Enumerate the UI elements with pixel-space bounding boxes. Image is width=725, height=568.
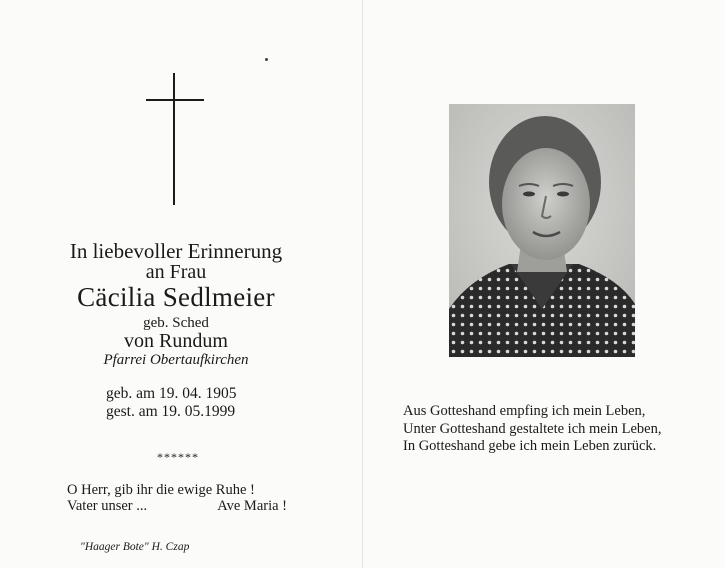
salutation: an Frau [145, 261, 207, 283]
verse-line-2: Unter Gotteshand gestaltete ich mein Leben, [403, 420, 662, 437]
right-panel [363, 0, 725, 568]
parish: Pfarrei Obertaufkirchen [103, 352, 249, 368]
left-panel [0, 0, 362, 568]
imprint-name: H. Czap [151, 541, 190, 553]
verse-line-1: Aus Gotteshand empfing ich mein Leben, [403, 403, 646, 419]
verse-line-3: In Gotteshand gebe ich mein Leben zurück. [403, 438, 657, 454]
printer-imprint [80, 541, 189, 553]
death-date: gest. am 19. 05.1999 [106, 403, 236, 420]
deceased-name: Cäcilia Sedlmeier [77, 282, 275, 312]
birth-date: geb. am 19. 04. 1905 [106, 385, 237, 402]
origin: von Rundum [124, 330, 228, 352]
prayer-line-1: O Herr, gib ihr die ewige Ruhe ! [67, 482, 255, 498]
portrait-photo [449, 104, 635, 357]
imprint-publisher: "Haager Bote" [80, 541, 149, 553]
print-speck [265, 58, 268, 61]
prayer-ave-maria: Ave Maria ! [217, 498, 287, 514]
life-dates [106, 385, 236, 421]
maiden-name: geb. Sched [143, 315, 209, 331]
memorial-heading: In liebevoller Erinnerung [69, 239, 283, 263]
separator: ****** [157, 450, 199, 464]
prayer-vater-unser: Vater unser ... [67, 498, 148, 514]
verse [403, 403, 662, 456]
